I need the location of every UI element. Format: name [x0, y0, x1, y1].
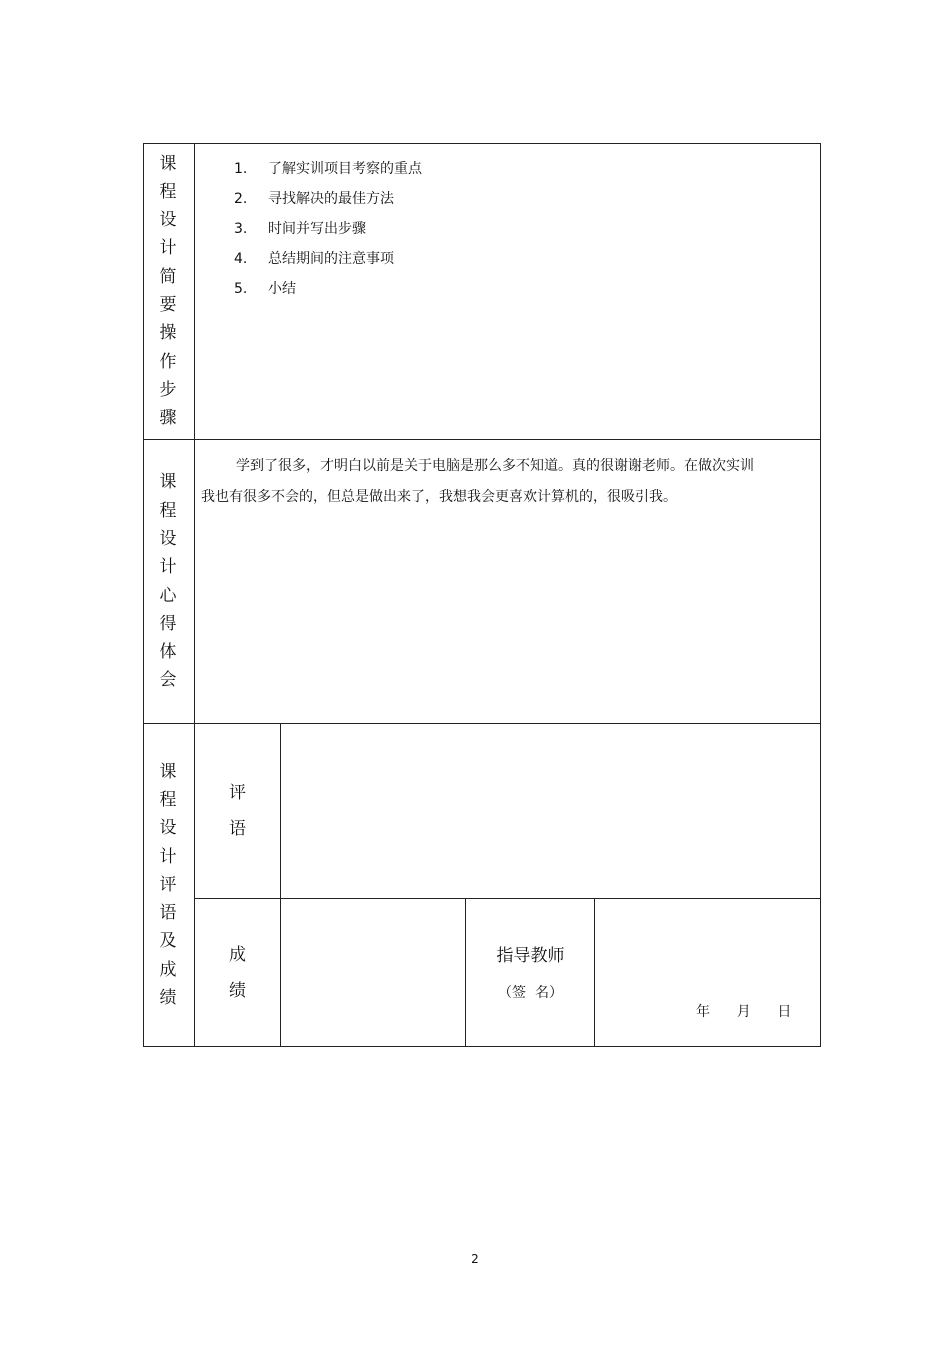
comment-label: 评 语	[229, 783, 246, 839]
table-teacher-divider	[594, 898, 595, 1047]
reflection-section-label: 课 程 设 计 心 得 体 会	[159, 472, 177, 691]
list-item: 4. 总结期间的注意事项	[234, 251, 394, 267]
steps-section-label: 课 程 设 计 简 要 操 作 步 骤	[159, 153, 177, 429]
list-item: 3. 时间并写出步骤	[234, 221, 366, 237]
table-sublabel-column-divider	[280, 723, 281, 1047]
list-item: 1. 了解实训项目考察的重点	[234, 161, 422, 177]
signature-note: （签 名）	[498, 985, 563, 1001]
table-divider-comment	[194, 898, 821, 899]
table-border-top	[143, 143, 821, 144]
date-line: 年 月 日	[696, 1004, 792, 1020]
teacher-title: 指导教师	[496, 946, 565, 966]
table-divider-steps	[143, 439, 821, 440]
table-border-right	[820, 143, 821, 1047]
reflection-text: 学到了很多，才明白以前是关于电脑是那么多不知道。真的很谢谢老师。在做次实训我也有很多不会的，但总是做出来了，我想我会更喜欢计算机的，很吸引我。	[201, 458, 754, 505]
grade-label: 成 绩	[229, 944, 246, 1001]
list-item: 2. 寻找解决的最佳方法	[234, 191, 394, 207]
table-grade-divider	[465, 898, 466, 1047]
list-item: 5. 小结	[234, 281, 296, 297]
evaluation-section-label: 课 程 设 计 评 语 及 成 绩	[159, 761, 177, 1009]
table-border-bottom	[143, 1046, 821, 1047]
page-number: 2	[471, 1252, 479, 1266]
steps-list	[234, 154, 422, 304]
